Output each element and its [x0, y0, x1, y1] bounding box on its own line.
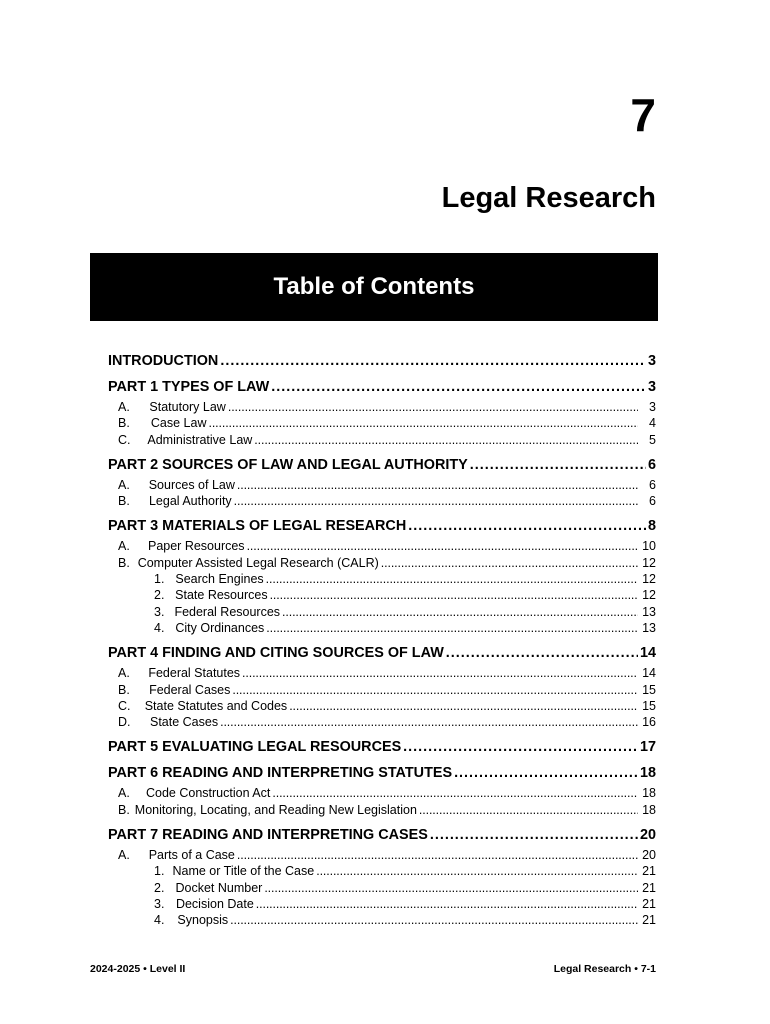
- toc-leader-dots: [408, 517, 646, 535]
- footer-left: 2024-2025 • Level II: [90, 963, 186, 975]
- toc-page-number: 3: [647, 379, 656, 395]
- toc-part-label: PART 4 FINDING AND CITING SOURCES OF LAW: [108, 645, 444, 662]
- toc-subsection-number: 1.: [154, 864, 165, 879]
- toc-part-label: PART 1 TYPES OF LAW: [108, 379, 270, 395]
- toc-subsection-number: 4.: [154, 913, 165, 928]
- toc-page-number: 15: [642, 682, 656, 697]
- footer-right: Legal Research • 7-1: [553, 963, 656, 975]
- toc-section-letter: C.: [118, 698, 131, 713]
- toc-section-label: Administrative Law: [147, 432, 253, 447]
- toc-leader-dots: [237, 477, 638, 493]
- toc-subsection-number: 3.: [154, 896, 165, 911]
- toc-page-number: 4: [649, 416, 656, 431]
- toc-part-entry[interactable]: [108, 644, 656, 662]
- toc-leader-dots: [272, 785, 638, 801]
- toc-subsection-number: 4.: [154, 620, 165, 635]
- toc-subsection-entry[interactable]: [108, 620, 656, 636]
- toc-part-entry[interactable]: [108, 517, 656, 535]
- toc-leader-dots: [247, 538, 638, 554]
- toc-section-label: State Cases: [150, 715, 219, 730]
- toc-leader-dots: [256, 896, 638, 912]
- toc-leader-dots: [234, 493, 638, 509]
- toc-section-entry[interactable]: [108, 847, 656, 863]
- toc-leader-dots: [232, 682, 638, 698]
- toc-section-label: Computer Assisted Legal Research (CALR): [137, 555, 379, 570]
- toc-page-number: 12: [642, 588, 656, 603]
- toc-leader-dots: [266, 571, 638, 587]
- toc-leader-dots: [316, 863, 638, 879]
- toc-page-number: 13: [642, 620, 656, 635]
- toc-page-number: 12: [642, 572, 656, 587]
- toc-subsection-label: Search Engines: [175, 572, 264, 587]
- toc-page-number: 17: [639, 739, 656, 756]
- toc-subsection-label: Docket Number: [175, 880, 263, 895]
- chapter-number: 7: [630, 89, 656, 141]
- toc-leader-dots: [208, 415, 638, 431]
- toc-section-label: Statutory Law: [149, 400, 226, 414]
- toc-leader-dots: [242, 665, 638, 681]
- toc-section-entry[interactable]: [108, 538, 656, 554]
- toc-page-number: 18: [642, 786, 656, 801]
- toc-leader-dots: [230, 912, 638, 928]
- toc-section-label: Monitoring, Locating, and Reading New Legislation: [134, 802, 417, 817]
- toc-page-number: 8: [647, 518, 656, 535]
- toc-section-entry[interactable]: [108, 802, 656, 818]
- toc-leader-dots: [237, 847, 638, 863]
- toc-leader-dots: [271, 378, 646, 396]
- toc-leader-dots: [446, 644, 638, 662]
- toc-part-entry[interactable]: [108, 738, 656, 756]
- toc-part-entry[interactable]: [108, 378, 656, 396]
- toc-title: Table of Contents: [273, 273, 475, 300]
- toc-subsection-label: State Resources: [175, 588, 268, 603]
- toc-page-number: 16: [642, 715, 656, 730]
- toc-page-number: 21: [642, 896, 656, 911]
- toc-page-number: 14: [642, 666, 656, 681]
- toc-part-label: INTRODUCTION: [108, 353, 219, 369]
- toc-leader-dots: [454, 764, 638, 782]
- toc-page-number: 14: [639, 645, 656, 662]
- toc-subsection-entry[interactable]: [108, 571, 656, 587]
- toc-subsection-number: 2.: [154, 588, 165, 603]
- toc-section-entry[interactable]: [108, 399, 656, 415]
- toc-page-number: 6: [649, 494, 656, 509]
- table-of-contents: [108, 352, 656, 929]
- toc-section-entry[interactable]: [108, 682, 656, 698]
- toc-section-entry[interactable]: [108, 493, 656, 509]
- toc-section-letter: C.: [118, 432, 131, 447]
- toc-page-number: 18: [639, 765, 656, 782]
- toc-subsection-entry[interactable]: [108, 912, 656, 928]
- toc-section-entry[interactable]: [108, 714, 656, 730]
- toc-subsection-label: Name or Title of the Case: [172, 864, 315, 879]
- toc-subsection-entry[interactable]: [108, 896, 656, 912]
- toc-section-entry[interactable]: [108, 415, 656, 431]
- toc-subsection-number: 2.: [154, 880, 165, 895]
- toc-section-letter: B.: [118, 494, 130, 509]
- toc-section-entry[interactable]: [108, 698, 656, 714]
- toc-section-entry[interactable]: [108, 555, 656, 571]
- toc-subsection-entry[interactable]: [108, 587, 656, 603]
- toc-part-entry[interactable]: [108, 456, 656, 474]
- toc-section-letter: A.: [118, 666, 130, 681]
- toc-section-label: Paper Resources: [147, 539, 245, 554]
- toc-section-entry[interactable]: [108, 785, 656, 801]
- toc-part-entry[interactable]: [108, 826, 656, 844]
- toc-leader-dots: [282, 604, 638, 620]
- toc-page-number: 15: [642, 698, 656, 713]
- toc-section-entry[interactable]: [108, 432, 656, 448]
- toc-section-entry[interactable]: [108, 665, 656, 681]
- toc-subsection-label: Synopsis: [177, 913, 229, 928]
- toc-part-label: PART 3 MATERIALS OF LEGAL RESEARCH: [108, 518, 407, 535]
- toc-leader-dots: [270, 587, 638, 603]
- toc-subsection-number: 1.: [154, 572, 165, 587]
- toc-subsection-label: City Ordinances: [175, 620, 265, 635]
- toc-leader-dots: [289, 698, 638, 714]
- toc-page-number: 3: [647, 353, 656, 369]
- toc-page-number: 6: [649, 477, 656, 492]
- toc-section-letter: B.: [118, 416, 130, 431]
- toc-leader-dots: [264, 880, 638, 896]
- toc-page-number: 21: [642, 880, 656, 895]
- toc-section-letter: B.: [118, 682, 130, 697]
- toc-section-letter: B.: [118, 555, 130, 570]
- toc-page-number: 21: [642, 913, 656, 928]
- toc-section-letter: B.: [118, 802, 130, 817]
- toc-page-number: 3: [649, 400, 656, 414]
- toc-page-number: 12: [642, 555, 656, 570]
- toc-section-label: Code Construction Act: [146, 786, 271, 801]
- toc-part-entry[interactable]: [108, 352, 656, 370]
- toc-section-label: Federal Cases: [149, 682, 231, 697]
- toc-page-number: 6: [647, 456, 656, 473]
- toc-page-number: 18: [642, 802, 656, 817]
- toc-leader-dots: [403, 738, 638, 756]
- toc-section-letter: D.: [118, 715, 131, 730]
- toc-page-number: 20: [642, 848, 656, 863]
- toc-page-number: 20: [639, 827, 656, 844]
- toc-leader-dots: [381, 555, 638, 571]
- toc-leader-dots: [254, 432, 638, 448]
- toc-part-entry[interactable]: [108, 764, 656, 782]
- toc-part-label: PART 5 EVALUATING LEGAL RESOURCES: [108, 739, 402, 756]
- toc-page-number: 5: [649, 432, 656, 447]
- toc-section-letter: A.: [118, 786, 130, 801]
- chapter-title: Legal Research: [441, 182, 656, 214]
- toc-leader-dots: [228, 399, 638, 415]
- toc-page-number: 13: [642, 604, 656, 619]
- toc-leader-dots: [220, 714, 638, 730]
- toc-leader-dots: [266, 620, 638, 636]
- toc-page-number: 21: [642, 864, 656, 879]
- toc-section-letter: A.: [118, 400, 130, 414]
- toc-subsection-label: Decision Date: [175, 896, 254, 911]
- toc-section-letter: A.: [118, 848, 130, 863]
- toc-section-entry[interactable]: [108, 477, 656, 493]
- toc-section-label: Case Law: [150, 416, 207, 431]
- toc-subsection-label: Federal Resources: [174, 604, 281, 619]
- toc-subsection-number: 3.: [154, 604, 165, 619]
- toc-section-letter: A.: [118, 477, 130, 492]
- toc-page-number: 10: [642, 539, 656, 554]
- toc-section-label: State Statutes and Codes: [144, 698, 288, 713]
- toc-section-letter: A.: [118, 539, 130, 554]
- toc-section-label: Legal Authority: [148, 494, 232, 509]
- toc-part-label: PART 2 SOURCES OF LAW AND LEGAL AUTHORITY: [108, 456, 468, 473]
- toc-leader-dots: [470, 456, 646, 474]
- toc-banner: [90, 253, 658, 321]
- toc-section-label: Parts of a Case: [148, 848, 235, 863]
- toc-leader-dots: [419, 802, 638, 818]
- toc-part-label: PART 7 READING AND INTERPRETING CASES: [108, 827, 428, 844]
- toc-section-label: Sources of Law: [148, 477, 235, 492]
- toc-part-label: PART 6 READING AND INTERPRETING STATUTES: [108, 765, 453, 782]
- toc-leader-dots: [430, 826, 638, 844]
- toc-subsection-entry[interactable]: [108, 604, 656, 620]
- toc-leader-dots: [220, 352, 646, 370]
- toc-subsection-entry[interactable]: [108, 880, 656, 896]
- toc-section-label: Federal Statutes: [148, 666, 241, 681]
- toc-subsection-entry[interactable]: [108, 863, 656, 879]
